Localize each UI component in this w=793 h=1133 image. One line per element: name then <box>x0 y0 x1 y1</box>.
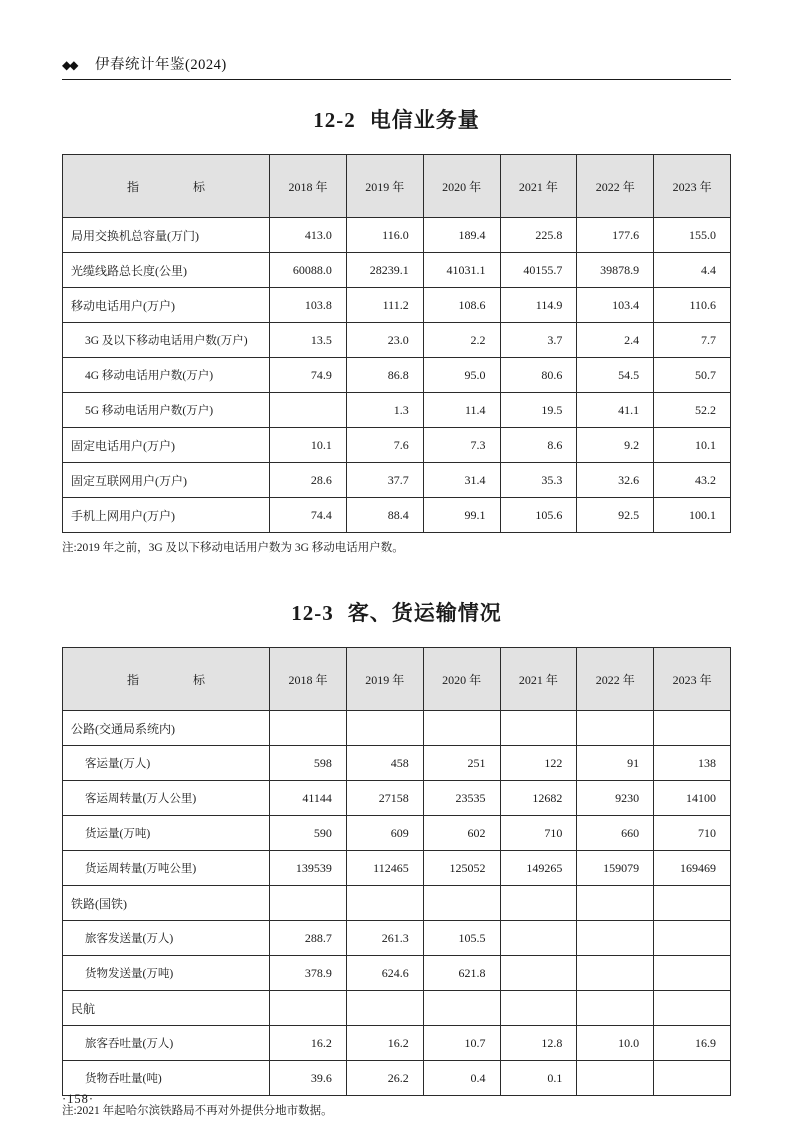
table-block-12-2 <box>62 104 731 557</box>
cell-value: 105.5 <box>423 921 500 956</box>
col-header-2019: 2019 年 <box>346 648 423 711</box>
row-label: 公路(交通局系统内) <box>63 711 270 746</box>
cell-value: 19.5 <box>500 393 577 428</box>
table-number-12-3: 12-3 <box>291 601 334 626</box>
cell-value: 11.4 <box>423 393 500 428</box>
cell-value: 16.9 <box>654 1026 731 1061</box>
row-label: 光缆线路总长度(公里) <box>63 253 270 288</box>
cell-value: 624.6 <box>346 956 423 991</box>
col-header-2021: 2021 年 <box>500 648 577 711</box>
cell-value: 100.1 <box>654 498 731 533</box>
page-number: ·158· <box>62 1092 95 1106</box>
cell-value <box>346 886 423 921</box>
cell-value <box>500 711 577 746</box>
cell-value: 12.8 <box>500 1026 577 1061</box>
cell-value: 92.5 <box>577 498 654 533</box>
table-row <box>63 498 731 533</box>
row-label: 货物发送量(万吨) <box>63 956 270 991</box>
cell-value: 251 <box>423 746 500 781</box>
cell-value: 112465 <box>346 851 423 886</box>
col-header-indicator: 指 标 <box>63 648 270 711</box>
row-label: 5G 移动电话用户数(万户) <box>63 393 270 428</box>
cell-value: 2.2 <box>423 323 500 358</box>
cell-value: 28.6 <box>270 463 347 498</box>
cell-value: 458 <box>346 746 423 781</box>
cell-value: 23535 <box>423 781 500 816</box>
cell-value: 125052 <box>423 851 500 886</box>
cell-value <box>577 711 654 746</box>
table-row <box>63 288 731 323</box>
cell-value: 9.2 <box>577 428 654 463</box>
row-label: 固定互联网用户(万户) <box>63 463 270 498</box>
cell-value: 28239.1 <box>346 253 423 288</box>
cell-value: 74.4 <box>270 498 347 533</box>
transport-table-head <box>63 648 731 711</box>
table-title-12-3 <box>62 597 731 627</box>
cell-value <box>423 711 500 746</box>
row-label: 局用交换机总容量(万门) <box>63 218 270 253</box>
table-row <box>63 428 731 463</box>
cell-value <box>577 886 654 921</box>
table-row <box>63 218 731 253</box>
cell-value: 8.6 <box>500 428 577 463</box>
cell-value <box>500 921 577 956</box>
row-label: 货运量(万吨) <box>63 816 270 851</box>
cell-value <box>654 886 731 921</box>
cell-value <box>346 711 423 746</box>
table-number-12-2: 12-2 <box>313 108 356 132</box>
cell-value: 103.4 <box>577 288 654 323</box>
cell-value: 177.6 <box>577 218 654 253</box>
cell-value <box>654 921 731 956</box>
cell-value: 159079 <box>577 851 654 886</box>
row-label: 客运周转量(万人公里) <box>63 781 270 816</box>
cell-value <box>654 991 731 1026</box>
col-header-2023: 2023 年 <box>654 155 731 218</box>
cell-value <box>654 1061 731 1096</box>
cell-value: 122 <box>500 746 577 781</box>
cell-value: 54.5 <box>577 358 654 393</box>
cell-value <box>500 956 577 991</box>
cell-value: 621.8 <box>423 956 500 991</box>
cell-value: 114.9 <box>500 288 577 323</box>
table-note-12-2: 注:2019 年之前，3G 及以下移动电话用户数为 3G 移动电话用户数。 <box>62 542 404 554</box>
cell-value: 39878.9 <box>577 253 654 288</box>
cell-value <box>577 991 654 1026</box>
cell-value: 14100 <box>654 781 731 816</box>
table-row <box>63 711 731 746</box>
cell-value <box>577 1061 654 1096</box>
row-label: 民航 <box>63 991 270 1026</box>
table-name-12-3: 客、货运输情况 <box>347 602 502 626</box>
col-header-2023: 2023 年 <box>654 648 731 711</box>
cell-value: 225.8 <box>500 218 577 253</box>
cell-value: 10.7 <box>423 1026 500 1061</box>
col-header-2022: 2022 年 <box>577 648 654 711</box>
cell-value: 52.2 <box>654 393 731 428</box>
cell-value: 41.1 <box>577 393 654 428</box>
cell-value: 32.6 <box>577 463 654 498</box>
cell-value: 2.4 <box>577 323 654 358</box>
cell-value: 37.7 <box>346 463 423 498</box>
cell-value: 378.9 <box>270 956 347 991</box>
cell-value: 261.3 <box>346 921 423 956</box>
cell-value: 139539 <box>270 851 347 886</box>
table-row <box>63 991 731 1026</box>
cell-value: 99.1 <box>423 498 500 533</box>
row-label: 旅客吞吐量(万人) <box>63 1026 270 1061</box>
cell-value: 91 <box>577 746 654 781</box>
cell-value: 13.5 <box>270 323 347 358</box>
cell-value: 710 <box>500 816 577 851</box>
cell-value: 39.6 <box>270 1061 347 1096</box>
row-label: 货运周转量(万吨公里) <box>63 851 270 886</box>
row-label: 固定电话用户(万户) <box>63 428 270 463</box>
cell-value: 95.0 <box>423 358 500 393</box>
cell-value: 80.6 <box>500 358 577 393</box>
cell-value: 1.3 <box>346 393 423 428</box>
table-header-row <box>63 155 731 218</box>
table-row <box>63 781 731 816</box>
diamond-ornament-icon: ◆◆ <box>62 58 77 72</box>
cell-value: 43.2 <box>654 463 731 498</box>
cell-value: 710 <box>654 816 731 851</box>
cell-value: 41031.1 <box>423 253 500 288</box>
col-header-2022: 2022 年 <box>577 155 654 218</box>
cell-value: 35.3 <box>500 463 577 498</box>
cell-value: 0.4 <box>423 1061 500 1096</box>
cell-value <box>423 991 500 1026</box>
telecom-table-body <box>63 218 731 533</box>
running-head-title: 伊春统计年鉴(2024) <box>95 57 227 73</box>
cell-value: 74.9 <box>270 358 347 393</box>
cell-value: 7.3 <box>423 428 500 463</box>
table-row <box>63 921 731 956</box>
cell-value: 413.0 <box>270 218 347 253</box>
row-label: 旅客发送量(万人) <box>63 921 270 956</box>
cell-value: 116.0 <box>346 218 423 253</box>
cell-value: 110.6 <box>654 288 731 323</box>
cell-value: 4.4 <box>654 253 731 288</box>
cell-value: 3.7 <box>500 323 577 358</box>
cell-value: 86.8 <box>346 358 423 393</box>
col-header-2019: 2019 年 <box>346 155 423 218</box>
cell-value: 609 <box>346 816 423 851</box>
cell-value: 10.1 <box>654 428 731 463</box>
row-label: 4G 移动电话用户数(万户) <box>63 358 270 393</box>
table-row <box>63 746 731 781</box>
cell-value <box>577 921 654 956</box>
table-row <box>63 886 731 921</box>
table-row <box>63 393 731 428</box>
cell-value: 50.7 <box>654 358 731 393</box>
cell-value: 590 <box>270 816 347 851</box>
cell-value: 7.6 <box>346 428 423 463</box>
col-header-2021: 2021 年 <box>500 155 577 218</box>
row-label: 移动电话用户(万户) <box>63 288 270 323</box>
row-label: 客运量(万人) <box>63 746 270 781</box>
running-head <box>62 56 731 82</box>
cell-value: 60088.0 <box>270 253 347 288</box>
cell-value: 660 <box>577 816 654 851</box>
cell-value: 598 <box>270 746 347 781</box>
cell-value: 26.2 <box>346 1061 423 1096</box>
cell-value: 155.0 <box>654 218 731 253</box>
cell-value: 108.6 <box>423 288 500 323</box>
transport-table <box>62 647 731 1096</box>
table-row <box>63 463 731 498</box>
table-title-12-2 <box>62 104 731 134</box>
cell-value: 602 <box>423 816 500 851</box>
telecom-table <box>62 154 731 533</box>
cell-value: 16.2 <box>346 1026 423 1061</box>
header-rule <box>62 79 731 80</box>
row-label: 货物吞吐量(吨) <box>63 1061 270 1096</box>
cell-value <box>500 991 577 1026</box>
cell-value: 189.4 <box>423 218 500 253</box>
cell-value <box>270 393 347 428</box>
col-header-2020: 2020 年 <box>423 155 500 218</box>
row-label: 铁路(国铁) <box>63 886 270 921</box>
cell-value <box>346 991 423 1026</box>
cell-value <box>423 886 500 921</box>
cell-value: 103.8 <box>270 288 347 323</box>
table-header-row <box>63 648 731 711</box>
cell-value: 138 <box>654 746 731 781</box>
cell-value: 105.6 <box>500 498 577 533</box>
cell-value: 41144 <box>270 781 347 816</box>
cell-value: 12682 <box>500 781 577 816</box>
cell-value <box>577 956 654 991</box>
col-header-2018: 2018 年 <box>270 648 347 711</box>
col-header-2018: 2018 年 <box>270 155 347 218</box>
cell-value: 111.2 <box>346 288 423 323</box>
cell-value: 10.0 <box>577 1026 654 1061</box>
table-row <box>63 253 731 288</box>
cell-value <box>654 956 731 991</box>
col-header-2020: 2020 年 <box>423 648 500 711</box>
col-header-indicator: 指 标 <box>63 155 270 218</box>
table-row <box>63 358 731 393</box>
cell-value: 288.7 <box>270 921 347 956</box>
cell-value: 40155.7 <box>500 253 577 288</box>
cell-value: 31.4 <box>423 463 500 498</box>
cell-value: 10.1 <box>270 428 347 463</box>
cell-value <box>270 886 347 921</box>
cell-value: 0.1 <box>500 1061 577 1096</box>
cell-value: 27158 <box>346 781 423 816</box>
table-row <box>63 323 731 358</box>
row-label: 手机上网用户(万户) <box>63 498 270 533</box>
cell-value <box>500 886 577 921</box>
table-row <box>63 956 731 991</box>
cell-value: 169469 <box>654 851 731 886</box>
table-row <box>63 851 731 886</box>
table-note-12-3: 注:2021 年起哈尔滨铁路局不再对外提供分地市数据。 <box>62 1105 333 1118</box>
table-row <box>63 816 731 851</box>
table-name-12-2: 电信业务量 <box>369 109 480 132</box>
page <box>0 56 793 1133</box>
table-block-12-3 <box>62 597 731 1120</box>
cell-value: 9230 <box>577 781 654 816</box>
cell-value: 23.0 <box>346 323 423 358</box>
cell-value <box>654 711 731 746</box>
cell-value: 7.7 <box>654 323 731 358</box>
cell-value <box>270 711 347 746</box>
cell-value <box>270 991 347 1026</box>
row-label: 3G 及以下移动电话用户数(万户) <box>63 323 270 358</box>
cell-value: 149265 <box>500 851 577 886</box>
transport-table-body <box>63 711 731 1096</box>
telecom-table-head <box>63 155 731 218</box>
table-row <box>63 1026 731 1061</box>
table-row <box>63 1061 731 1096</box>
cell-value: 16.2 <box>270 1026 347 1061</box>
cell-value: 88.4 <box>346 498 423 533</box>
